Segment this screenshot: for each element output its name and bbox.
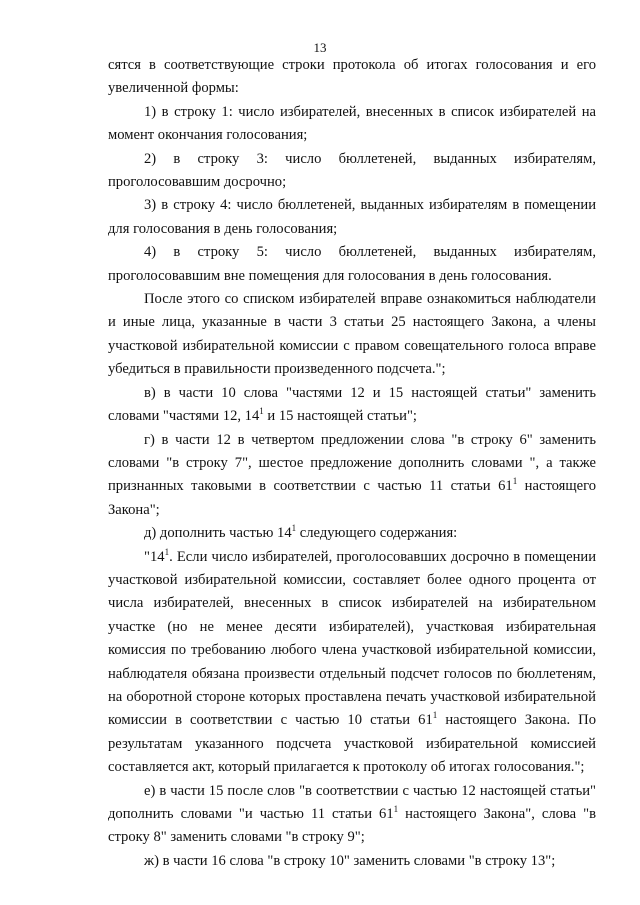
- superscript: 1: [164, 546, 170, 557]
- paragraph: [108, 429, 596, 523]
- text-run: в) в части 10 слова "частями 12 и 15 настоящей статьи" заменить словами "частями 12, 14: [108, 384, 596, 425]
- text-run: . Если число избирателей, проголосовавших досрочно в помещении участковой избирательной комиссии, составляет более одного процента от числа избирателей, внесенных в список избирателей на избирательном участке (но не менее десяти избирателей), участковая избирательная комиссия по требованию любого члена участковой избирательной комиссии, наблюдателя обязана произвести отдельный подсчет голосов по бюллетеням, на оборотной стороне которых проставлена печать участковой избирательной комиссии в соответствии с частью 10 статьи 61: [108, 548, 596, 729]
- paragraph: После этого со списком избирателей вправе ознакомиться наблюдатели и иные лица, указанные в части 3 статьи 25 настоящего Закона, а члены участковой избирательной комиссии с правом совещательного голоса вправе убедиться в правильности произведенного подсчета.";: [108, 291, 596, 378]
- paragraph: 4) в строку 5: число бюллетеней, выданных избирателям, проголосовавшим вне помещения для голосования в день голосования.: [108, 244, 596, 284]
- paragraph: 3) в строку 4: число бюллетеней, выданных избирателям в помещении для голосования в день голосования;: [108, 197, 596, 237]
- paragraph: [108, 382, 596, 429]
- text-run: настоящего Закона";: [108, 478, 596, 518]
- paragraph: [108, 780, 596, 850]
- text-run: следующего содержания:: [296, 525, 458, 542]
- text-run: "14: [144, 548, 165, 565]
- text-run: настоящего Закона. По результатам указанного подсчета участковой избирательной комиссией составляется акт, который прилагается к протоколу об итогах голосования.";: [108, 712, 597, 776]
- paragraph: сятся в соответствующие строки протокола об итогах голосования и его увеличенной формы:: [108, 57, 596, 97]
- text-run: д) дополнить частью 14: [144, 525, 292, 542]
- paragraph: [108, 522, 596, 545]
- text-run: г) в части 12 в четвертом предложении слова "в строку 6" заменить словами "в строку 7", шестое предложение дополнить словами ", а также признанных таковыми в соответствии с частью 11 статьи 61: [108, 431, 596, 495]
- text-run: настоящего Закона", слова "в строку 8" заменить словами "в строку 9";: [108, 806, 596, 846]
- superscript: 1: [291, 523, 297, 534]
- superscript: 1: [259, 406, 264, 417]
- paragraph: 2) в строку 3: число бюллетеней, выданных избирателям, проголосовавшим досрочно;: [108, 150, 596, 191]
- paragraph: [108, 546, 596, 780]
- text-run: е) в части 15 после слов "в соответствии с частью 12 настоящей статьи" дополнить словами "и частью 11 статьи 61: [108, 782, 596, 822]
- document-body: [108, 54, 596, 873]
- superscript: 1: [432, 710, 438, 721]
- superscript: 1: [512, 476, 518, 487]
- superscript: 1: [393, 804, 399, 814]
- page-number: 13: [313, 40, 327, 55]
- paragraph: ж) в части 16 слова "в строку 10" заменить словами "в строку 13";: [144, 852, 556, 869]
- paragraph: 1) в строку 1: число избирателей, внесенных в список избирателей на момент окончания голосования;: [108, 103, 596, 144]
- text-run: и 15 настоящей статьи";: [263, 408, 417, 425]
